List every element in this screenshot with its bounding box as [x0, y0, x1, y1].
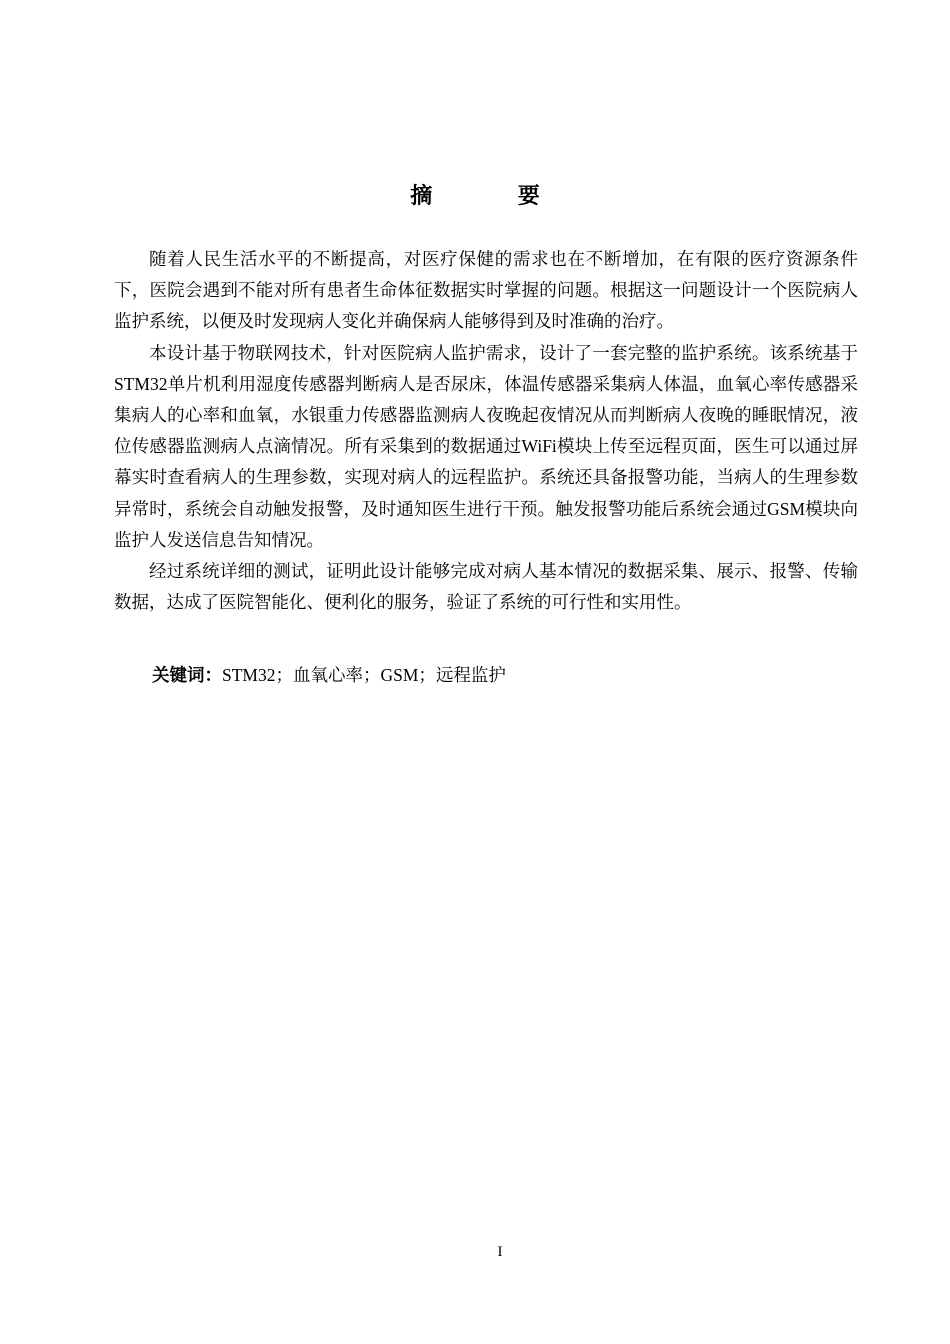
keywords-text: STM32；血氧心率；GSM；远程监护 [222, 665, 506, 685]
abstract-paragraph-2: 本设计基于物联网技术，针对医院病人监护需求，设计了一套完整的监护系统。该系统基于STM32单片机利用湿度传感器判断病人是否尿床，体温传感器采集病人体温，血氧心率传感器采集病人的心率和血氧，水银重力传感器监测病人夜晚起夜情况从而判断病人夜晚的睡眠情况，液位传感器监测病人点滴情况。所有采集到的数据通过WiFi模块上传至远程页面，医生可以通过屏幕实时查看病人的生理参数，实现对病人的远程监护。系统还具备报警功能，当病人的生理参数异常时，系统会自动触发报警，及时通知医生进行干预。触发报警功能后系统会通过GSM模块向监护人发送信息告知情况。 [114, 342, 858, 550]
keywords-label: 关键词： [152, 665, 222, 685]
abstract-paragraph-3: 经过系统详细的测试，证明此设计能够完成对病人基本情况的数据采集、展示、报警、传输数据，达成了医院智能化、便利化的服务，验证了系统的可行性和实用性。 [114, 561, 858, 613]
page-title: 摘 要 [410, 183, 580, 208]
abstract-paragraph-1: 随着人民生活水平的不断提高，对医疗保健的需求也在不断增加，在有限的医疗资源条件下，医院会遇到不能对所有患者生命体征数据实时掌握的问题。根据这一问题设计一个医院病人监护系统，以便及时发现病人变化并确保病人能够得到及时准确的治疗。 [114, 249, 858, 332]
keywords-line [152, 660, 852, 690]
abstract-body [114, 244, 858, 618]
page-number: I [497, 1244, 503, 1260]
